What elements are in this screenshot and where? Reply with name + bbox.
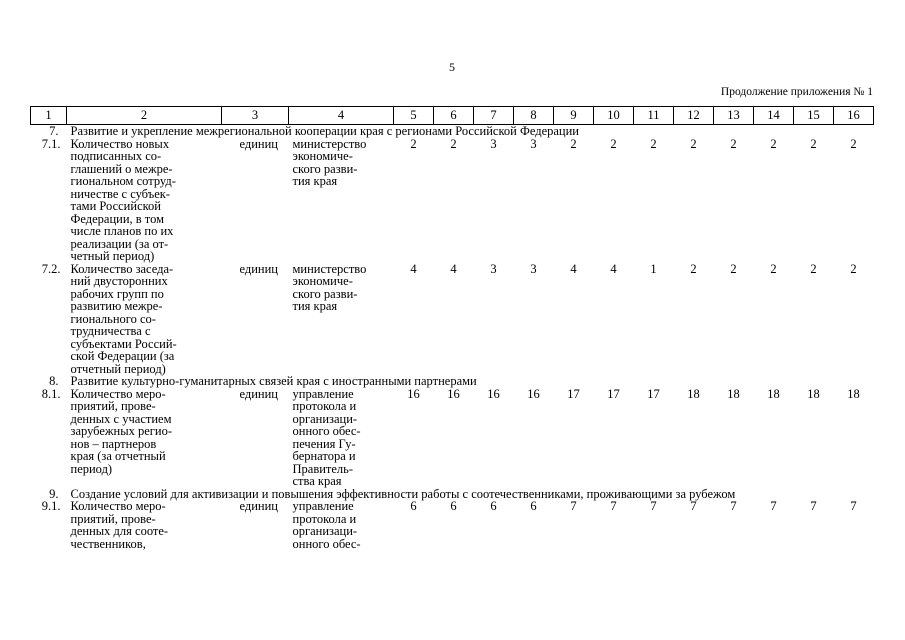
responsible-executor-line: онного обес- [292,536,361,551]
indicator-name-line: развитию межре- [70,299,163,313]
indicator-name [67,500,222,550]
indicator-name-line: приятий, прове- [70,511,156,526]
responsible-executor-line: организаци- [292,411,358,426]
column-header-8: 8 [514,107,554,125]
column-header-2: 2 [67,107,222,125]
indicator-value: 18 [807,386,820,401]
indicator-row [31,263,874,376]
unit-of-measure: единиц [239,261,279,276]
indicator-value: 6 [530,499,537,513]
indicator-value: 2 [650,136,657,151]
indicator-name-line: числе планов по их [70,224,174,238]
indicator-value: 6 [490,499,497,513]
indicator-name-line: Количество новых [70,136,170,151]
indicator-value: 1 [650,261,657,276]
indicator-value: 16 [527,386,540,401]
indicator-name [67,388,222,488]
indicator-name [67,138,222,263]
column-header-6: 6 [434,107,474,125]
indicator-name-line: подписанных со- [70,149,162,163]
indicator-name-line: зарубежных регио- [70,424,173,438]
section-title: Развитие и укрепление межрегиональной кооперации края с регионами Российской Федерации [70,124,579,138]
responsible-executor-line: Правитель- [292,461,354,476]
column-header-10: 10 [594,107,634,125]
indicator-value: 18 [727,386,740,401]
indicator-value: 4 [570,261,577,276]
indicator-name-line: четный период) [70,249,155,263]
responsible-executor [289,138,394,263]
responsible-executor [289,388,394,488]
indicator-name-line: чественников, [70,536,146,551]
section-number: 8. [49,374,59,388]
column-header-1: 1 [31,107,67,125]
indicator-value: 2 [730,136,737,151]
indicator-value: 2 [810,136,817,151]
responsible-executor-line: тия края [292,299,338,313]
indicator-value: 4 [410,261,417,276]
responsible-executor-line: министерство [292,136,367,151]
indicator-value: 7 [770,499,777,513]
column-header-12: 12 [674,107,714,125]
indicator-name [67,263,222,376]
responsible-executor-line: управление [292,386,354,401]
indicator-value: 16 [407,386,420,401]
indicator-name-line: гиональном сотруд- [70,174,176,188]
column-header-4: 4 [289,107,394,125]
indicator-value: 2 [690,136,697,151]
responsible-executor [289,500,394,550]
indicator-value: 2 [570,136,577,151]
indicator-value: 7 [650,499,657,513]
page-number: 5 [449,60,455,74]
column-header-16: 16 [834,107,874,125]
indicators-table [30,106,874,550]
indicator-value: 17 [607,386,620,401]
indicator-name-line: ний двусторонних [70,274,168,288]
indicator-value: 6 [450,499,457,513]
indicator-number: 9.1. [41,499,61,513]
responsible-executor-line: онного обес- [292,424,361,438]
indicator-value: 2 [610,136,617,151]
column-header-3: 3 [222,107,289,125]
indicator-value: 7 [690,499,697,513]
section-number: 9. [49,486,59,501]
indicator-value: 3 [530,261,537,276]
indicator-value: 18 [767,386,780,401]
indicator-value: 17 [647,386,660,401]
indicator-number: 8.1. [41,386,61,401]
indicator-value: 2 [810,261,817,276]
column-header-9: 9 [554,107,594,125]
indicator-name-line: края (за отчетный [70,449,166,463]
indicator-row [31,138,874,263]
indicator-name-line: глашений о межре- [70,161,173,176]
section-row [31,375,874,388]
indicator-value: 2 [690,261,697,276]
column-header-14: 14 [754,107,794,125]
indicator-row [31,500,874,550]
indicator-value: 2 [850,136,857,151]
indicator-value: 7 [730,499,737,513]
indicator-name-line: гионального со- [70,311,156,326]
indicator-value: 16 [447,386,460,401]
column-number-header-row [31,107,874,125]
indicator-value: 2 [850,261,857,276]
responsible-executor-line: бернатора и [292,449,356,463]
indicator-name-line: период) [70,461,113,476]
indicator-value: 6 [410,499,417,513]
column-header-7: 7 [474,107,514,125]
indicator-value: 16 [487,386,500,401]
section-number: 7. [49,124,59,138]
indicator-row [31,388,874,488]
appendix-continuation-note: Продолжение приложения № 1 [720,86,873,98]
indicator-value: 7 [610,499,617,513]
responsible-executor-line: печения Гу- [292,436,356,451]
indicator-value: 2 [770,136,777,151]
indicator-value: 18 [687,386,700,401]
indicator-name-line: Количество заседа- [70,261,174,276]
responsible-executor [289,263,394,376]
responsible-executor-line: тия края [292,174,338,188]
indicator-name-line: денных для сооте- [70,524,169,538]
indicator-value: 4 [610,261,617,276]
responsible-executor-line: министерство [292,261,367,276]
column-header-15: 15 [794,107,834,125]
indicator-value: 4 [450,261,457,276]
responsible-executor-line: организаци- [292,524,358,538]
indicator-name-line: трудничества с [70,324,151,338]
indicator-name-line: ской Федерации (за [70,349,175,363]
indicator-value: 2 [770,261,777,276]
indicator-name-line: субъектами Россий- [70,336,177,351]
indicator-value: 3 [490,261,497,276]
indicator-name-line: рабочих групп по [70,286,164,301]
indicator-name-line: приятий, прове- [70,399,156,413]
unit-of-measure: единиц [239,386,279,401]
indicator-number: 7.1. [41,136,61,151]
indicator-name-line: нов – партнеров [70,436,157,451]
column-header-13: 13 [714,107,754,125]
responsible-executor-line: экономиче- [292,274,353,288]
indicator-name-line: тами Российской [70,199,161,213]
indicator-name-line: отчетный период) [70,361,166,376]
unit-of-measure: единиц [239,136,279,151]
indicator-value: 3 [530,136,537,151]
responsible-executor-line: экономиче- [292,149,353,163]
section-row [31,125,874,138]
section-title: Развитие культурно-гуманитарных связей края с иностранными партнерами [70,374,477,388]
indicator-value: 7 [810,499,817,513]
indicator-name-line: ничестве с субъек- [70,186,170,201]
unit-of-measure: единиц [239,499,279,513]
indicator-value: 7 [570,499,577,513]
responsible-executor-line: управление [292,499,354,513]
responsible-executor-line: протокола и [292,399,357,413]
indicator-value: 2 [730,261,737,276]
responsible-executor-line: ского разви- [292,286,358,301]
indicator-name-line: денных с участием [70,411,172,426]
indicator-name-line: Количество меро- [70,499,166,513]
indicator-number: 7.2. [41,261,61,276]
column-header-5: 5 [394,107,434,125]
column-header-11: 11 [634,107,674,125]
responsible-executor-line: протокола и [292,511,357,526]
table-body [31,107,874,551]
indicator-name-line: Федерации, в том [70,211,165,226]
indicator-value: 18 [847,386,860,401]
indicator-value: 3 [490,136,497,151]
indicator-value: 7 [850,499,857,513]
indicator-value: 2 [450,136,457,151]
indicator-value: 17 [567,386,580,401]
indicator-name-line: Количество меро- [70,386,166,401]
indicator-value: 2 [410,136,417,151]
responsible-executor-line: ства края [292,474,342,488]
responsible-executor-line: ского разви- [292,161,358,176]
section-title: Создание условий для активизации и повышения эффективности работы с соотечественниками, проживающими за рубежом [70,486,736,501]
indicator-name-line: реализации (за от- [70,236,169,251]
